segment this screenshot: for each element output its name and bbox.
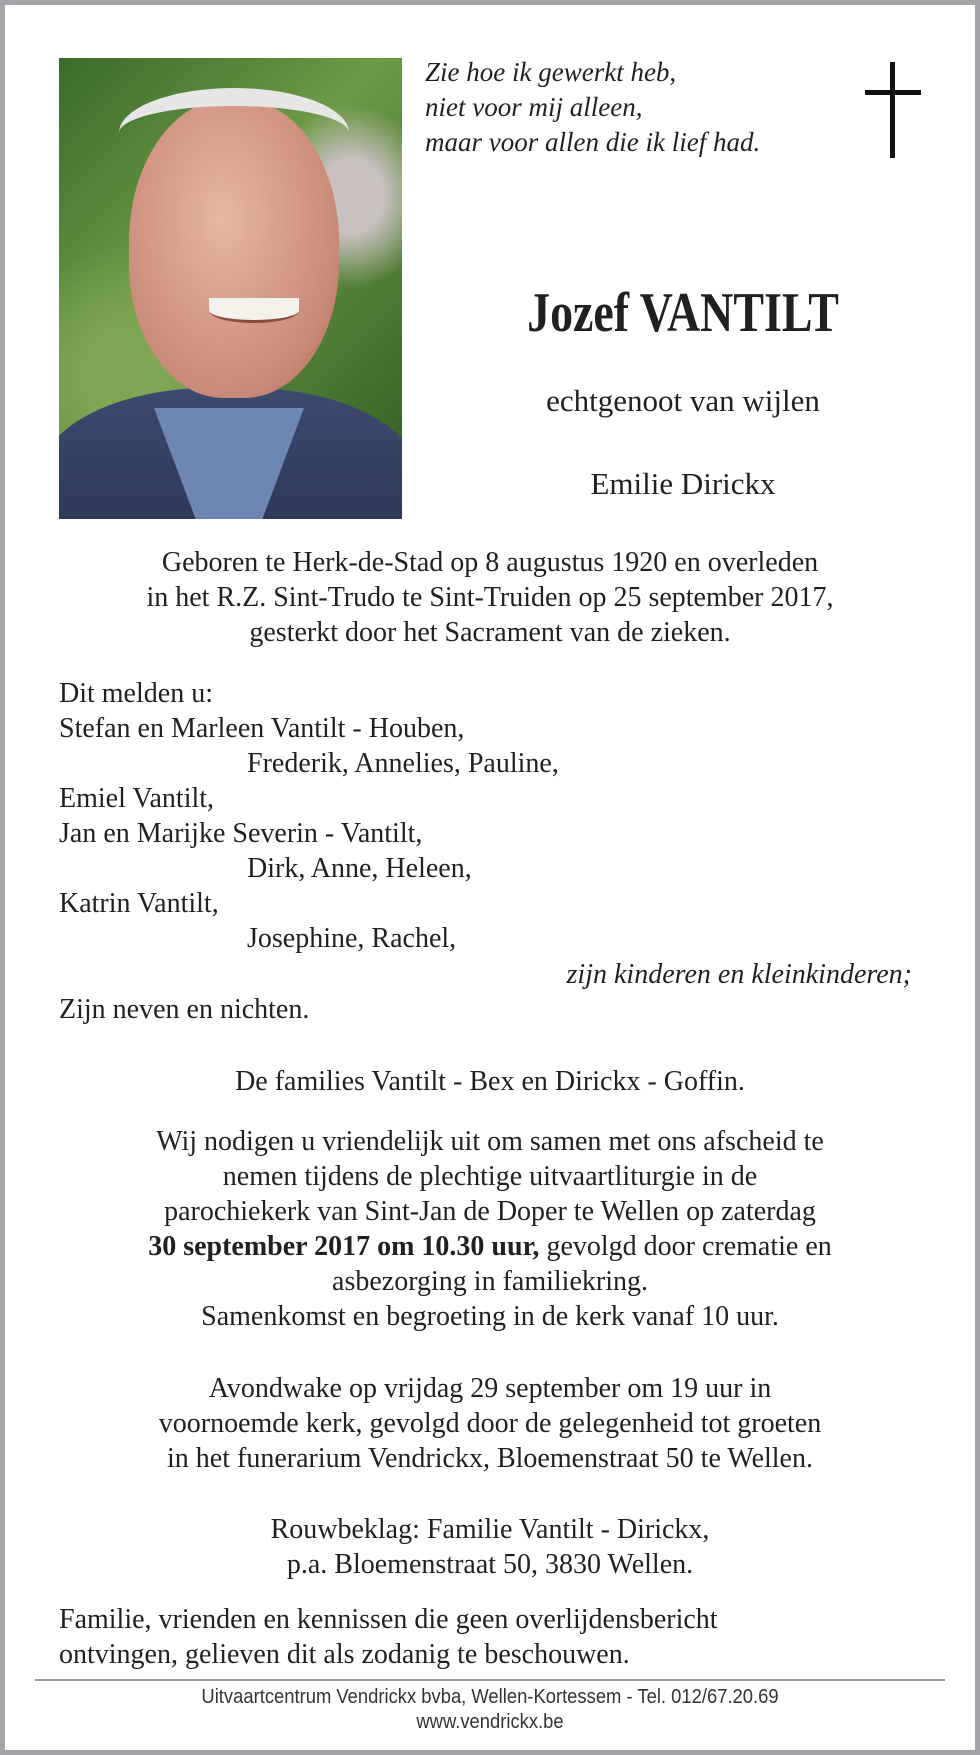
footer-website[interactable]: www.vendrickx.be	[416, 1711, 564, 1733]
portrait-photo	[59, 58, 402, 519]
family-line: Josephine, Rachel,	[247, 923, 457, 954]
family-line: Frederik, Annelies, Pauline,	[247, 748, 559, 779]
family-line: Dirk, Anne, Heleen,	[247, 853, 472, 884]
family-line: Stefan en Marleen Vantilt - Houben,	[59, 713, 465, 744]
closing	[59, 1602, 718, 1672]
spouse-name: Emilie Dirickx	[590, 466, 776, 501]
birth-death	[40, 545, 940, 650]
text-line: p.a. Bloemenstraat 50, 3830 Wellen.	[286, 1549, 694, 1580]
text-line: in het R.Z. Sint-Trudo te Sint-Truiden op 25 september 2017,	[146, 582, 834, 613]
family-line: Jan en Marijke Severin - Vantilt,	[59, 818, 423, 849]
text-line: Geboren te Herk-de-Stad op 8 augustus 1920 en overleden	[161, 547, 819, 578]
photo-hair	[119, 88, 349, 178]
family-intro: Dit melden u:	[59, 678, 213, 709]
family-line: Katrin Vantilt,	[59, 888, 219, 919]
family-relation: zijn kinderen en kleinkinderen;	[566, 959, 912, 990]
text-line: Avondwake op vrijdag 29 september om 19 uur in	[208, 1373, 772, 1404]
text-line: Wij nodigen u vriendelijk uit om samen met ons afscheid te	[156, 1126, 824, 1157]
text-line	[40, 1229, 940, 1264]
condolences	[40, 1512, 940, 1582]
family-others: Zijn neven en nichten.	[59, 994, 310, 1025]
text-line: nemen tijdens de plechtige uitvaartliturgie in de	[222, 1161, 758, 1192]
poem-line: Zie hoe ik gewerkt heb,	[425, 57, 677, 87]
wake-info	[40, 1371, 940, 1476]
funeral-info	[40, 1124, 940, 1334]
text-line: asbezorging in familiekring.	[332, 1266, 648, 1297]
text-line: parochiekerk van Sint-Jan de Doper te Wellen op zaterdag	[164, 1196, 816, 1227]
text-line: ontvingen, gelieven dit als zodanig te beschouwen.	[59, 1639, 630, 1670]
text-line: Familie, vrienden en kennissen die geen overlijdensbericht	[59, 1604, 718, 1635]
families: De families Vantilt - Bex en Dirickx - Goffin.	[235, 1066, 745, 1097]
deceased-name: Jozef VANTILT	[527, 282, 839, 344]
text-line: Rouwbeklag: Familie Vantilt - Dirickx,	[270, 1514, 710, 1545]
poem-line: maar voor allen die ik lief had.	[425, 127, 761, 157]
funeral-date: 30 september 2017 om 10.30 uur,	[148, 1231, 540, 1262]
funeral-date-rest: gevolgd door crematie en	[539, 1231, 832, 1262]
divider	[35, 1679, 945, 1681]
spouse-intro: echtgenoot van wijlen	[546, 383, 820, 418]
photo-smile	[209, 298, 299, 323]
poem-line: niet voor mij alleen,	[425, 92, 643, 122]
text-line: in het funerarium Vendrickx, Bloemenstraat 50 te Wellen.	[167, 1443, 813, 1474]
text-line: gesterkt door het Sacrament van de zieken.	[249, 617, 731, 648]
family-line: Emiel Vantilt,	[59, 783, 215, 814]
text-line: Samenkomst en begroeting in de kerk vanaf 10 uur.	[201, 1301, 779, 1332]
text-line: voornoemde kerk, gevolgd door de gelegenheid tot groeten	[158, 1408, 822, 1439]
footer-company: Uitvaartcentrum Vendrickx bvba, Wellen-Kortessem - Tel. 012/67.20.69	[201, 1686, 779, 1708]
cross-icon	[865, 62, 921, 158]
poem	[425, 55, 760, 160]
